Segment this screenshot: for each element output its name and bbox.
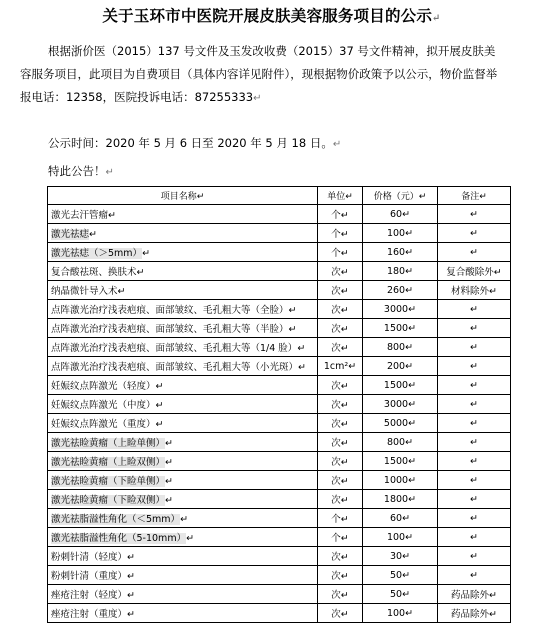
- note-cell: ↵: [438, 509, 511, 528]
- note-cell: ↵: [438, 319, 511, 338]
- unit-cell: 1cm²↵: [318, 357, 363, 376]
- item-name-cell: 激光祛痣↵: [48, 224, 318, 243]
- note-cell: 药品除外↵: [438, 604, 511, 623]
- price-cell: 1000↵: [363, 471, 438, 490]
- table-row: [48, 471, 511, 490]
- note-cell: ↵: [438, 376, 511, 395]
- unit-cell: 个↵: [318, 509, 363, 528]
- item-name-cell: 妊娠纹点阵激光（重度）↵: [48, 414, 318, 433]
- note-cell: 复合酸除外↵: [438, 262, 511, 281]
- notice-closing: 特此公告！↵: [48, 164, 114, 178]
- price-cell: 800↵: [363, 433, 438, 452]
- unit-cell: 次↵: [318, 490, 363, 509]
- fee-table-body: [48, 205, 511, 623]
- price-cell: 3000↵: [363, 300, 438, 319]
- notice-paragraph: 根据浙价医（2015）137 号文件及玉发改收费（2015）37 号文件精神，拟开展皮肤美容服务项目，此项目为自费项目（具体内容详见附件），现根据物价政策予以公示，物价监督举报电话：12358，医院投诉电话：87255333↵: [20, 44, 498, 104]
- unit-cell: 次↵: [318, 471, 363, 490]
- price-cell: 1500↵: [363, 319, 438, 338]
- unit-cell: 次↵: [318, 433, 363, 452]
- table-row: [48, 395, 511, 414]
- item-name-cell: 激光祛睑黄瘤（上睑单侧）↵: [48, 433, 318, 452]
- header-note: 备注↵: [438, 187, 511, 205]
- note-cell: ↵: [438, 452, 511, 471]
- item-name-cell: 粉刺针清（轻度）↵: [48, 547, 318, 566]
- table-row: [48, 281, 511, 300]
- item-name-cell: 点阵激光治疗浅表疤痕、面部皱纹、毛孔粗大等（1/4 脸）↵: [48, 338, 318, 357]
- price-cell: 30↵: [363, 547, 438, 566]
- table-row: [48, 357, 511, 376]
- page-title: 关于玉环市中医院开展皮肤美容服务项目的公示↵: [102, 6, 441, 25]
- header-item-name: 项目名称↵: [48, 187, 318, 205]
- price-cell: 260↵: [363, 281, 438, 300]
- price-cell: 160↵: [363, 243, 438, 262]
- price-cell: 1500↵: [363, 452, 438, 471]
- item-name-cell: 激光祛脂溢性角化（＜5mm）↵: [48, 509, 318, 528]
- fee-table: [47, 186, 511, 623]
- unit-cell: 次↵: [318, 566, 363, 585]
- note-cell: ↵: [438, 528, 511, 547]
- item-name-cell: 痤疮注射（轻度）↵: [48, 585, 318, 604]
- unit-cell: 个↵: [318, 528, 363, 547]
- unit-cell: 次↵: [318, 376, 363, 395]
- notice-period: 公示时间：2020 年 5 月 6 日至 2020 年 5 月 18 日。↵: [48, 136, 342, 150]
- note-cell: ↵: [438, 243, 511, 262]
- unit-cell: 次↵: [318, 452, 363, 471]
- table-row: [48, 528, 511, 547]
- item-name-cell: 妊娠纹点阵激光（轻度）↵: [48, 376, 318, 395]
- table-row: [48, 205, 511, 224]
- note-cell: ↵: [438, 205, 511, 224]
- unit-cell: 次↵: [318, 338, 363, 357]
- table-row: [48, 585, 511, 604]
- table-row: [48, 490, 511, 509]
- price-cell: 1500↵: [363, 376, 438, 395]
- table-row: [48, 604, 511, 623]
- header-unit: 单位↵: [318, 187, 363, 205]
- item-name-cell: 激光祛睑黄瘤（下睑单侧）↵: [48, 471, 318, 490]
- table-row: [48, 509, 511, 528]
- table-row: [48, 338, 511, 357]
- note-cell: ↵: [438, 471, 511, 490]
- unit-cell: 次↵: [318, 547, 363, 566]
- note-cell: ↵: [438, 490, 511, 509]
- item-name-cell: 激光祛睑黄瘤（下睑双侧）↵: [48, 490, 318, 509]
- item-name-cell: 激光去汗管瘤↵: [48, 205, 318, 224]
- unit-cell: 次↵: [318, 262, 363, 281]
- item-name-cell: 粉刺针清（重度）↵: [48, 566, 318, 585]
- price-cell: 200↵: [363, 357, 438, 376]
- price-cell: 50↵: [363, 566, 438, 585]
- table-row: [48, 224, 511, 243]
- unit-cell: 个↵: [318, 224, 363, 243]
- table-header-row: [48, 187, 511, 205]
- item-name-cell: 复合酸祛斑、换肤术↵: [48, 262, 318, 281]
- table-row: [48, 300, 511, 319]
- note-cell: ↵: [438, 224, 511, 243]
- price-cell: 100↵: [363, 604, 438, 623]
- paragraph-mark: ↵: [332, 139, 342, 150]
- item-name-cell: 点阵激光治疗浅表疤痕、面部皱纹、毛孔粗大等（半脸）↵: [48, 319, 318, 338]
- unit-cell: 次↵: [318, 585, 363, 604]
- unit-cell: 次↵: [318, 395, 363, 414]
- note-cell: 药品除外↵: [438, 585, 511, 604]
- table-row: [48, 262, 511, 281]
- price-cell: 100↵: [363, 224, 438, 243]
- item-name-cell: 点阵激光治疗浅表疤痕、面部皱纹、毛孔粗大等（小光斑）↵: [48, 357, 318, 376]
- price-cell: 3000↵: [363, 395, 438, 414]
- header-price: 价格（元）↵: [363, 187, 438, 205]
- note-cell: ↵: [438, 357, 511, 376]
- item-name-cell: 激光祛睑黄瘤（上睑双侧）↵: [48, 452, 318, 471]
- price-cell: 5000↵: [363, 414, 438, 433]
- price-cell: 800↵: [363, 338, 438, 357]
- note-cell: ↵: [438, 547, 511, 566]
- table-row: [48, 414, 511, 433]
- table-row: [48, 319, 511, 338]
- price-cell: 100↵: [363, 528, 438, 547]
- paragraph-mark: ↵: [253, 93, 262, 104]
- price-cell: 50↵: [363, 585, 438, 604]
- price-cell: 1800↵: [363, 490, 438, 509]
- price-cell: 60↵: [363, 509, 438, 528]
- unit-cell: 次↵: [318, 604, 363, 623]
- item-name-cell: 痤疮注射（重度）↵: [48, 604, 318, 623]
- unit-cell: 次↵: [318, 281, 363, 300]
- note-cell: ↵: [438, 414, 511, 433]
- item-name-cell: 妊娠纹点阵激光（中度）↵: [48, 395, 318, 414]
- note-cell: ↵: [438, 395, 511, 414]
- unit-cell: 次↵: [318, 414, 363, 433]
- item-name-cell: 激光祛痣（＞5mm）↵: [48, 243, 318, 262]
- paragraph-mark: ↵: [105, 167, 114, 178]
- price-cell: 180↵: [363, 262, 438, 281]
- unit-cell: 次↵: [318, 300, 363, 319]
- unit-cell: 个↵: [318, 205, 363, 224]
- table-row: [48, 433, 511, 452]
- item-name-cell: 纳晶微针导入术↵: [48, 281, 318, 300]
- table-row: [48, 547, 511, 566]
- table-row: [48, 243, 511, 262]
- table-row: [48, 376, 511, 395]
- item-name-cell: 激光祛脂溢性角化（5-10mm）↵: [48, 528, 318, 547]
- price-cell: 60↵: [363, 205, 438, 224]
- note-cell: ↵: [438, 566, 511, 585]
- note-cell: ↵: [438, 300, 511, 319]
- unit-cell: 次↵: [318, 319, 363, 338]
- unit-cell: 个↵: [318, 243, 363, 262]
- item-name-cell: 点阵激光治疗浅表疤痕、面部皱纹、毛孔粗大等（全脸）↵: [48, 300, 318, 319]
- paragraph-mark: ↵: [432, 13, 441, 24]
- note-cell: ↵: [438, 338, 511, 357]
- note-cell: ↵: [438, 433, 511, 452]
- note-cell: 材料除外↵: [438, 281, 511, 300]
- table-row: [48, 566, 511, 585]
- table-row: [48, 452, 511, 471]
